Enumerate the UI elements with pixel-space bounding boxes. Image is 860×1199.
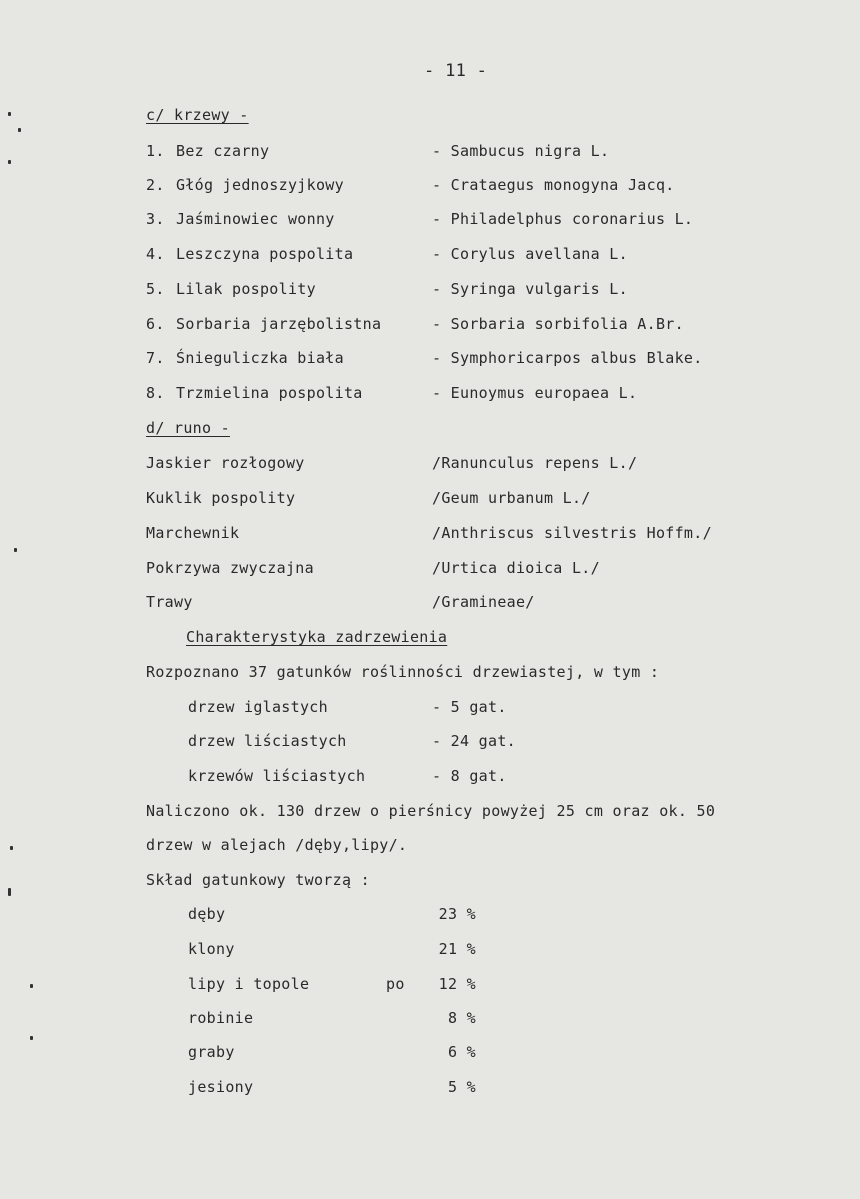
- page-number: - 11 -: [424, 61, 488, 81]
- shrub-latin-name: - Eunoymus europaea L.: [432, 384, 638, 402]
- composition-name: dęby: [188, 905, 226, 923]
- shrub-polish-name: Głóg jednoszyjkowy: [176, 176, 344, 194]
- composition-percent: 6 %: [448, 1043, 476, 1061]
- margin-speck: [30, 984, 33, 988]
- shrub-polish-name: Jaśminowiec wonny: [176, 210, 335, 228]
- margin-speck: [8, 160, 11, 164]
- margin-speck: [18, 128, 21, 132]
- composition-name: klony: [188, 940, 235, 958]
- composition-name: robinie: [188, 1009, 254, 1027]
- shrub-number: 6.: [146, 315, 165, 333]
- breakdown-value: - 24 gat.: [432, 732, 516, 750]
- composition-name: lipy i topole: [188, 975, 310, 993]
- section-d-heading: d/ runo -: [146, 419, 230, 437]
- ground-plant-latin-name: /Geum urbanum L./: [432, 489, 591, 507]
- composition-intro: Skład gatunkowy tworzą :: [146, 871, 370, 889]
- composition-percent: 23 %: [438, 905, 476, 923]
- ground-plant-latin-name: /Gramineae/: [432, 593, 535, 611]
- shrub-polish-name: Sorbaria jarzębolistna: [176, 315, 382, 333]
- margin-speck: [10, 846, 13, 850]
- breakdown-label: drzew iglastych: [188, 698, 328, 716]
- composition-percent: 21 %: [438, 940, 476, 958]
- shrub-latin-name: - Corylus avellana L.: [432, 245, 628, 263]
- margin-speck: [30, 1036, 33, 1040]
- shrub-polish-name: Trzmielina pospolita: [176, 384, 363, 402]
- characteristics-heading: Charakterystyka zadrzewienia: [186, 628, 448, 646]
- shrub-number: 4.: [146, 245, 165, 263]
- shrub-latin-name: - Crataegus monogyna Jacq.: [432, 176, 675, 194]
- shrub-number: 5.: [146, 280, 165, 298]
- section-c-heading: c/ krzewy -: [146, 106, 249, 124]
- breakdown-value: - 5 gat.: [432, 698, 507, 716]
- ground-plant-latin-name: /Urtica dioica L./: [432, 559, 600, 577]
- shrub-number: 3.: [146, 210, 165, 228]
- shrub-polish-name: Leszczyna pospolita: [176, 245, 354, 263]
- shrub-number: 2.: [146, 176, 165, 194]
- shrub-polish-name: Lilak pospolity: [176, 280, 316, 298]
- shrub-number: 7.: [146, 349, 165, 367]
- ground-plant-polish-name: Trawy: [146, 593, 193, 611]
- ground-plant-latin-name: /Ranunculus repens L./: [432, 454, 638, 472]
- shrub-latin-name: - Syringa vulgaris L.: [432, 280, 628, 298]
- composition-name: graby: [188, 1043, 235, 1061]
- breakdown-label: krzewów liściastych: [188, 767, 366, 785]
- composition-percent: 5 %: [448, 1078, 476, 1096]
- margin-speck: [8, 888, 11, 896]
- shrub-polish-name: Bez czarny: [176, 142, 270, 160]
- shrub-number: 8.: [146, 384, 165, 402]
- shrub-latin-name: - Symphoricarpos albus Blake.: [432, 349, 703, 367]
- tree-count-line: drzew w alejach /dęby,lipy/.: [146, 836, 408, 854]
- breakdown-label: drzew liściastych: [188, 732, 347, 750]
- shrub-polish-name: Śnieguliczka biała: [176, 349, 344, 367]
- species-intro: Rozpoznano 37 gatunków roślinności drzewiastej, w tym :: [146, 663, 660, 681]
- shrub-latin-name: - Sambucus nigra L.: [432, 142, 610, 160]
- shrub-number: 1.: [146, 142, 165, 160]
- composition-percent: 12 %: [438, 975, 476, 993]
- ground-plant-polish-name: Pokrzywa zwyczajna: [146, 559, 314, 577]
- breakdown-value: - 8 gat.: [432, 767, 507, 785]
- margin-speck: [8, 112, 11, 116]
- composition-prefix: po: [386, 975, 405, 993]
- ground-plant-latin-name: /Anthriscus silvestris Hoffm./: [432, 524, 712, 542]
- shrub-latin-name: - Sorbaria sorbifolia A.Br.: [432, 315, 684, 333]
- tree-count-line: Naliczono ok. 130 drzew o pierśnicy powyżej 25 cm oraz ok. 50: [146, 802, 716, 820]
- composition-percent: 8 %: [448, 1009, 476, 1027]
- shrub-latin-name: - Philadelphus coronarius L.: [432, 210, 694, 228]
- composition-name: jesiony: [188, 1078, 254, 1096]
- ground-plant-polish-name: Kuklik pospolity: [146, 489, 296, 507]
- ground-plant-polish-name: Marchewnik: [146, 524, 240, 542]
- margin-speck: [14, 548, 17, 552]
- ground-plant-polish-name: Jaskier rozłogowy: [146, 454, 305, 472]
